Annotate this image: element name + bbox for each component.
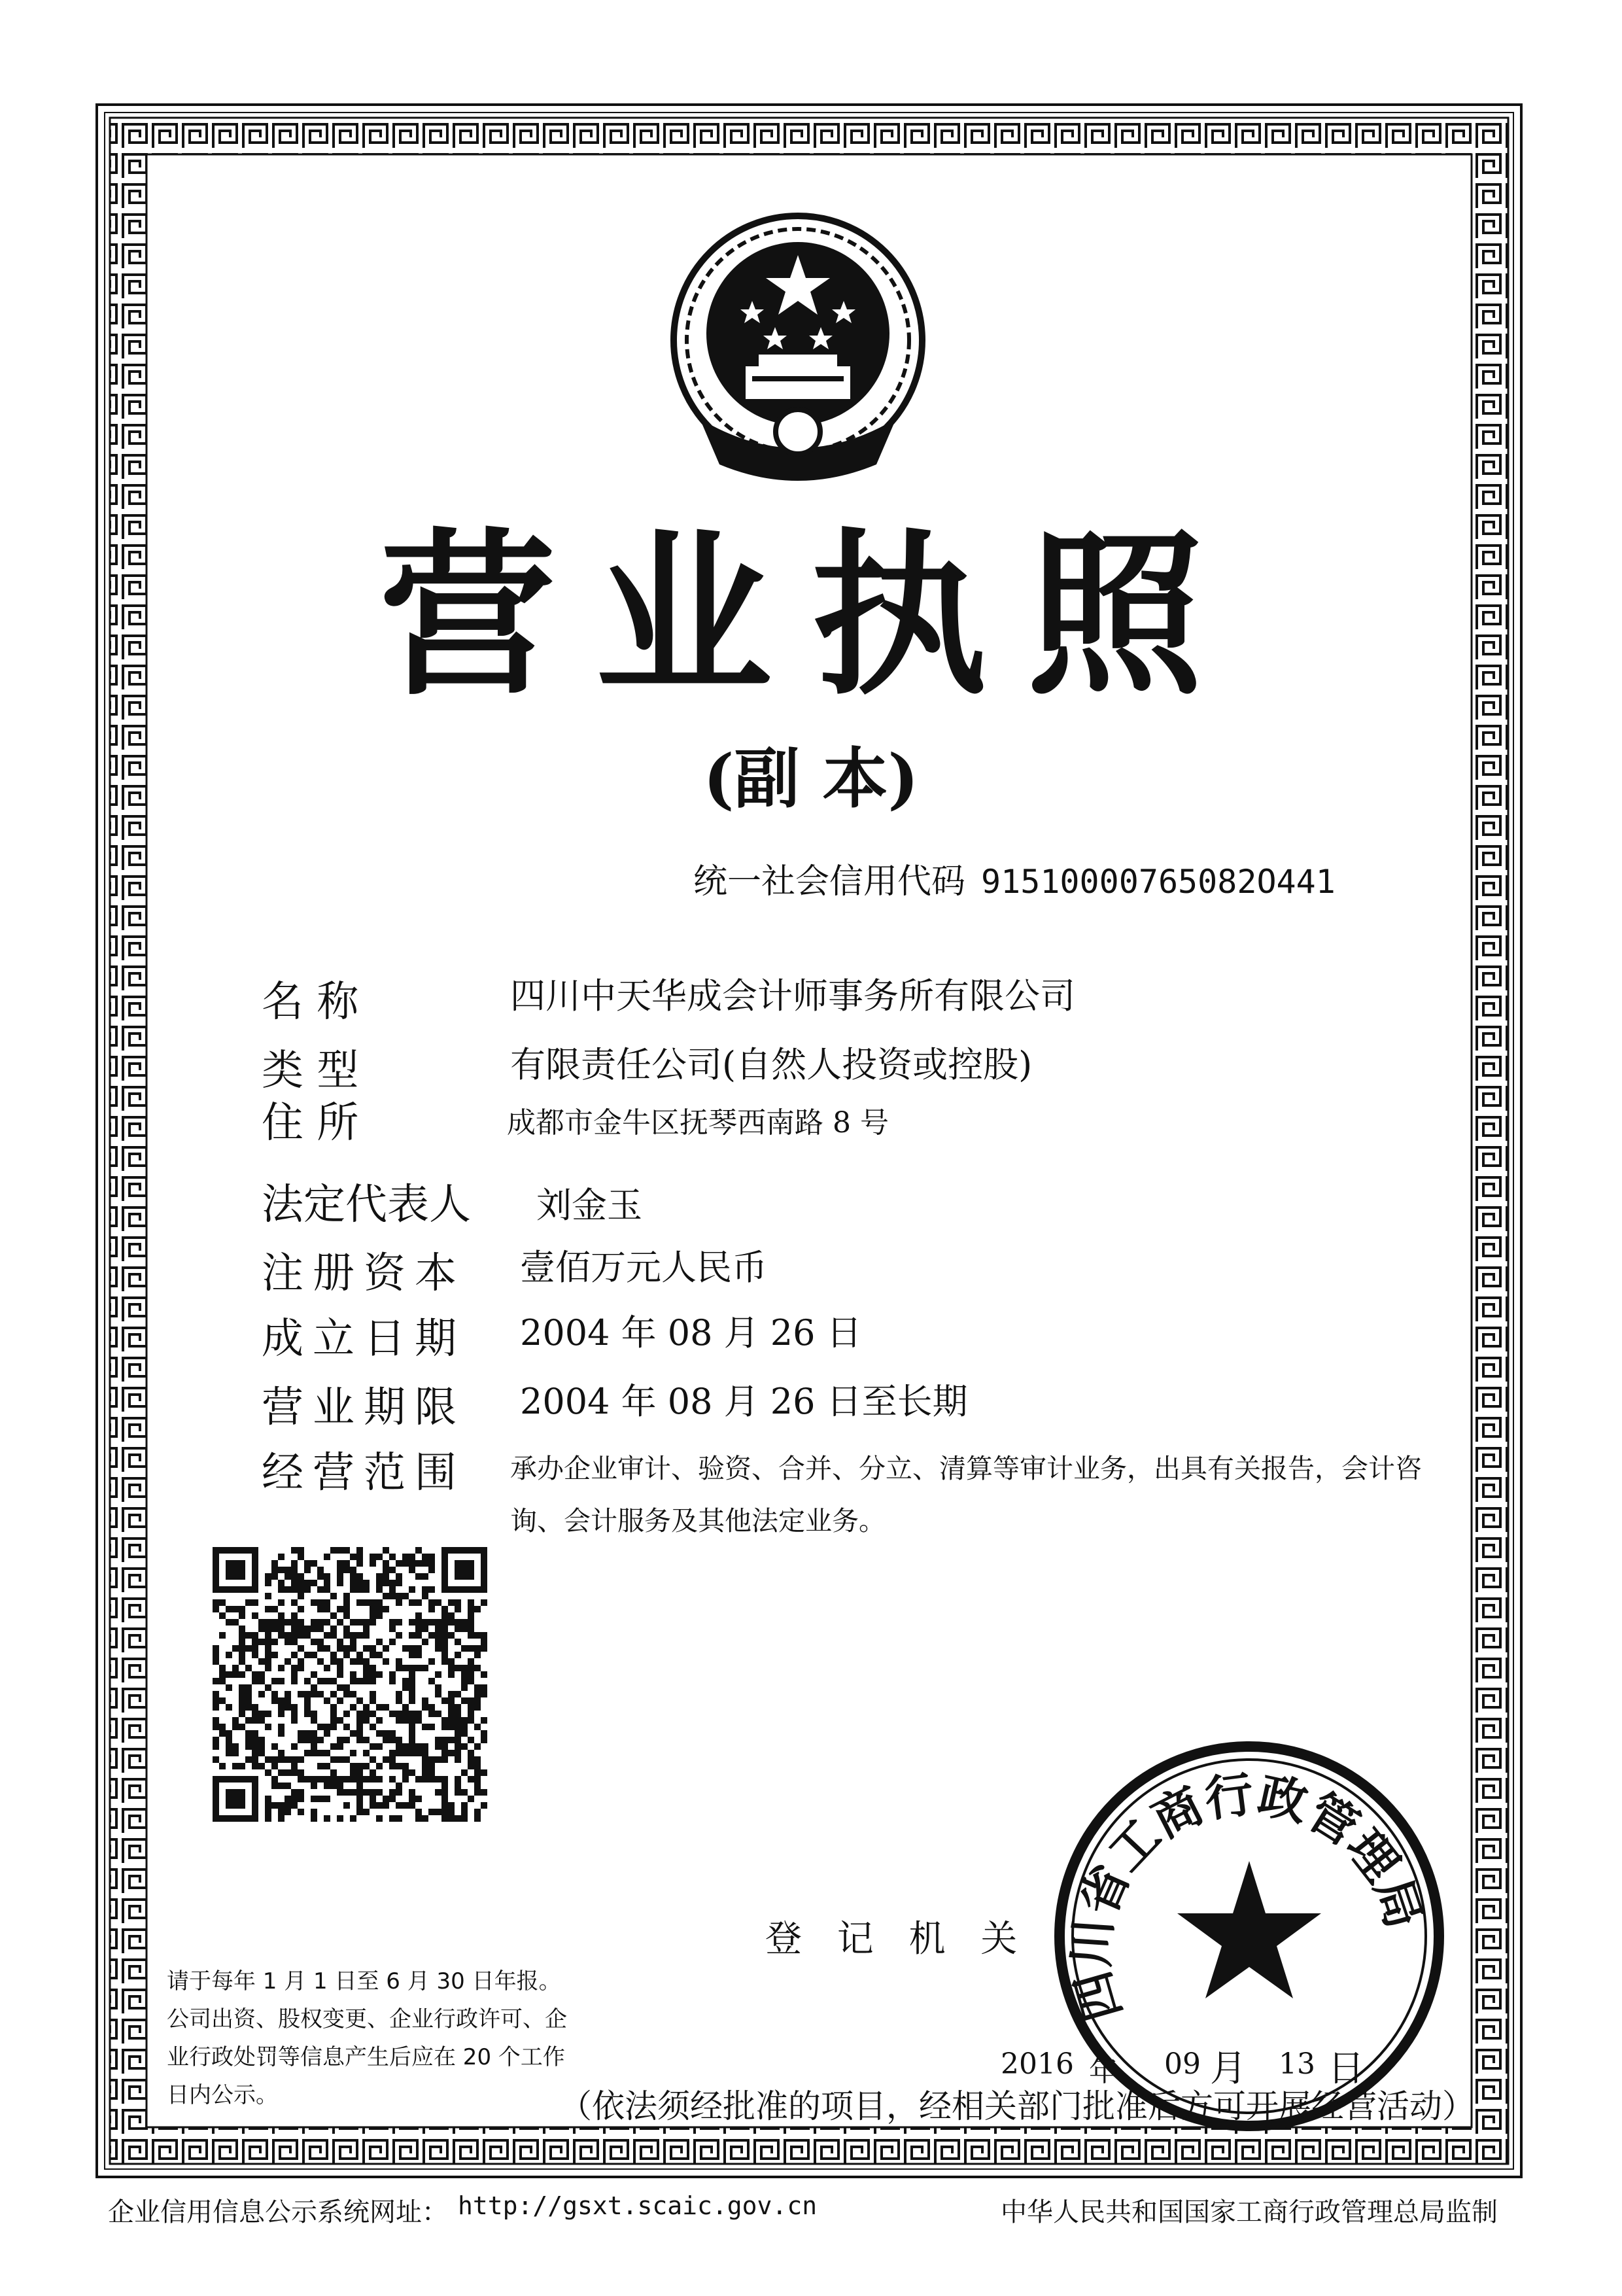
credit-code-label: 统一社会信用代码	[693, 862, 966, 901]
national-emblem-icon	[661, 203, 935, 504]
field-value-type: 有限责任公司(自然人投资或控股)	[510, 1044, 1033, 1085]
issue-day-unit: 日	[1328, 2047, 1364, 2090]
field-value-name: 四川中天华成会计师事务所有限公司	[510, 975, 1075, 1017]
footer-label: 企业信用信息公示系统网址：	[108, 2197, 448, 2227]
field-label-legal-rep: 法定代表人	[262, 1181, 471, 1229]
credit-code-row	[693, 854, 1336, 903]
seal-star-icon	[1177, 1861, 1321, 1998]
field-label-address: 住 所	[262, 1099, 359, 1147]
qr-code[interactable]	[213, 1547, 487, 1822]
issue-month: 09	[1164, 2047, 1201, 2081]
field-label-term: 营业期限	[262, 1383, 466, 1432]
issue-year-unit: 年	[1089, 2055, 1118, 2088]
field-value-capital: 壹佰万元人民币	[520, 1247, 767, 1288]
issue-year: 2016	[1001, 2047, 1074, 2081]
seal-text: 四川省工商行政管理局	[1063, 1766, 1433, 2027]
field-value-scope: 承办企业审计、验资、合并、分立、清算等审计业务，出具有关报告，会计咨询、会计服务及其他法定业务。	[510, 1453, 1422, 1537]
issue-day: 13	[1279, 2047, 1315, 2081]
field-value-established: 2004 年 08 月 26 日	[520, 1312, 862, 1353]
footer-url[interactable]: http://gsxt.scaic.gov.cn	[458, 2191, 818, 2220]
page-title: 营业执照	[379, 511, 1243, 719]
annual-report-notice: 请于每年 1 月 1 日至 6 月 30 日年报。公司出资、股权变更、企业行政许可、企业行政处罚等信息产生后应在 20 个工作日内公示。	[167, 1968, 567, 2108]
field-label-established: 成立日期	[262, 1315, 466, 1363]
credit-code-value: 91510000765082O441	[981, 863, 1336, 901]
approval-note: （依法须经批准的项目，经相关部门批准后方可开展经营活动）	[559, 2087, 1475, 2125]
field-label-scope: 经营范围	[262, 1449, 466, 1497]
field-label-capital: 注册资本	[262, 1249, 466, 1298]
field-value-term: 2004 年 08 月 26 日至长期	[520, 1381, 968, 1422]
field-label-type: 类 型	[262, 1047, 359, 1095]
registration-authority-label: 登 记 机 关	[765, 1918, 1029, 1960]
field-label-name: 名 称	[262, 978, 359, 1026]
page-subtitle: (副 本)	[703, 740, 919, 817]
footer-issuer: 中华人民共和国国家工商行政管理总局监制	[1001, 2197, 1498, 2227]
field-value-legal-rep: 刘金玉	[536, 1185, 642, 1226]
field-value-address: 成都市金牛区抚琴西南路 8 号	[507, 1106, 889, 1139]
issue-month-unit: 月	[1210, 2047, 1247, 2090]
